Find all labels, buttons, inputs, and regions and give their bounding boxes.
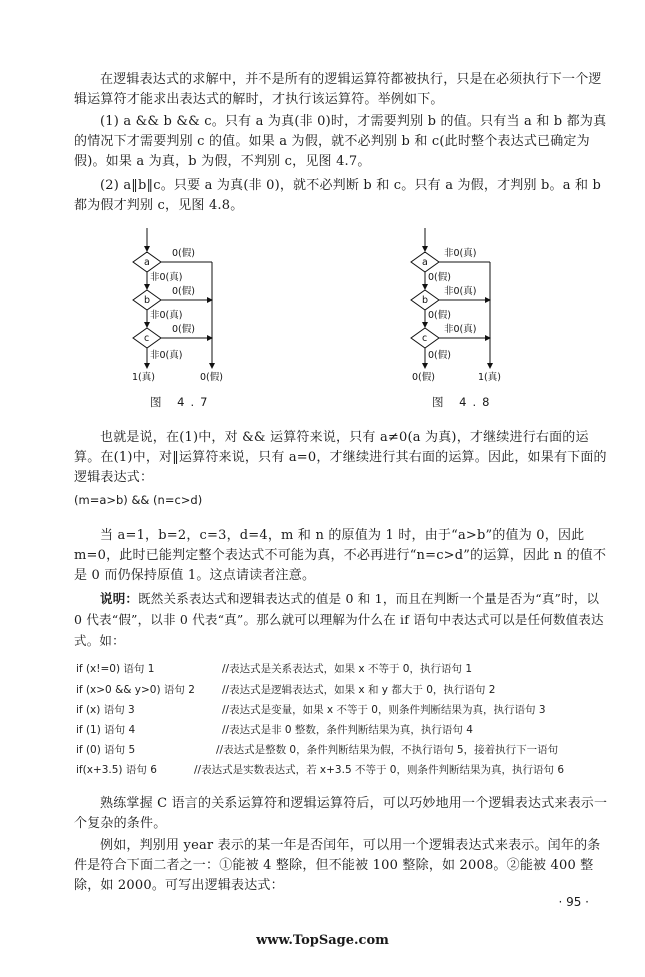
code-comment: //表达式是实数表达式，若 x+3.5 不等于 0，则条件判断结果为真，执行语句 6: [194, 764, 564, 776]
note-lead: 说明：: [100, 591, 139, 606]
a-true-label: 非0(真): [150, 272, 183, 283]
note-paragraph: [74, 588, 608, 651]
code-line: [76, 723, 473, 737]
paragraph-leap-year: 例如，判别用 year 表示的某一年是否闰年，可以用一个逻辑表达式来表示。闰年的条件是符合下面二者之一：①能被 4 整除，但不能被 100 整除，如 2008。②能被 400 整除，如 2000。可写出逻辑表达式：: [74, 838, 601, 893]
code-statement: if (x) 语句 3: [76, 704, 135, 716]
a-true-label: 非0(真): [444, 248, 477, 259]
paragraph-mastery: 熟练掌握 C 语言的关系运算符和逻辑运算符后，可以巧妙地用一个逻辑表达式来表示一个复杂的条件。: [74, 796, 608, 831]
figure-4-8-caption: 图 4.8: [432, 395, 496, 409]
paragraph-intro: 在逻辑表达式的求解中，并不是所有的逻辑运算符都被执行，只是在必须执行下一个逻辑运算符才能求出表达式的解时，才执行该运算符。举例如下。: [74, 72, 602, 107]
b-true-label: 非0(真): [150, 310, 183, 321]
code-statement: if (1) 语句 4: [76, 724, 136, 736]
code-comment: //表达式是非 0 整数，条件判断结果为真，执行语句 4: [222, 724, 473, 736]
a-false-label: 0(假): [172, 248, 195, 259]
b-true-label: 非0(真): [444, 286, 477, 297]
node-a-label: a: [422, 257, 428, 268]
code-statement: if (x!=0) 语句 1: [76, 663, 155, 675]
note-body: 既然关系表达式和逻辑表达式的值是 0 和 1，而且在判断一个量是否为“真”时，以 0 代表“假”，以非 0 代表“真”。那么就可以理解为什么在 if 语句中表达式可以是任何数值表达式。如：: [74, 591, 604, 648]
code-line: [76, 683, 496, 697]
paragraph-example-values: 当 a=1，b=2，c=3，d=4，m 和 n 的原值为 1 时，由于“a>b”的值为 0，因此 m=0，此时已能判定整个表达式不可能为真，不必再进行“n=c>d”的运算，因此 n 的值不是 0 而仍保持原值 1。这点请读者注意。: [74, 528, 607, 583]
code-line: [76, 763, 564, 777]
node-a-label: a: [144, 257, 150, 268]
figure-4-7: [110, 226, 260, 386]
c-false-label: 0(假): [172, 324, 195, 335]
site-watermark: www.TopSage.com: [256, 933, 389, 948]
fig48-output-true: 1(真): [478, 372, 501, 383]
c-true-label: 非0(真): [444, 324, 477, 335]
node-c-label: c: [422, 333, 428, 344]
paragraph-summary: 也就是说，在(1)中，对 && 运算符来说，只有 a≠0(a 为真)，才继续进行右面的运算。在(1)中，对‖运算符来说，只有 a=0，才继续进行其右面的运算。因此，如果有下面的逻辑表达式：: [74, 430, 607, 485]
figure-4-8: [398, 226, 548, 386]
node-c-label: c: [144, 333, 150, 344]
code-comment: //表达式是整数 0，条件判断结果为假，不执行语句 5，接着执行下一语句: [216, 744, 559, 756]
figure-4-7-caption: 图 4.7: [150, 395, 214, 409]
node-b-label: b: [144, 295, 151, 306]
page-number: · 95 ·: [558, 895, 589, 909]
code-statement: if (x>0 && y>0) 语句 2: [76, 684, 195, 696]
c-true-label: 非0(真): [150, 350, 183, 361]
paragraph-and-case: (1) a && b && c。只有 a 为真(非 0)时，才需要判别 b 的值。只有当 a 和 b 都为真的情况下才需要判别 c 的值。如果 a 为假，就不必判别 b 和 c(此时整个表达式已确定为假)。如果 a 为真，b 为假，不判别 c，见图 4.7。: [74, 114, 607, 169]
node-b-label: b: [422, 295, 429, 306]
c-false-label: 0(假): [428, 350, 451, 361]
code-statement: if(x+3.5) 语句 6: [76, 764, 157, 776]
code-statement: if (0) 语句 5: [76, 744, 136, 756]
fig47-output-false: 0(假): [200, 372, 223, 383]
paragraph-or-case: (2) a‖b‖c。只要 a 为真(非 0)，就不必判断 b 和 c。只有 a 为假，才判别 b。a 和 b 都为假才判别 c，见图 4.8。: [74, 178, 602, 213]
code-line: [76, 743, 559, 757]
b-false-label: 0(假): [172, 286, 195, 297]
a-false-label: 0(假): [428, 272, 451, 283]
logical-expression: (m=a>b) && (n=c>d): [74, 493, 203, 507]
code-comment: //表达式是变量，如果 x 不等于 0，则条件判断结果为真，执行语句 3: [222, 704, 546, 716]
code-line: [76, 703, 546, 717]
code-line: [76, 662, 472, 676]
code-comment: //表达式是逻辑表达式，如果 x 和 y 都大于 0，执行语句 2: [222, 684, 496, 696]
code-comment: //表达式是关系表达式，如果 x 不等于 0，执行语句 1: [222, 663, 472, 675]
fig48-output-false: 0(假): [412, 372, 435, 383]
fig47-output-true: 1(真): [132, 372, 155, 383]
b-false-label: 0(假): [428, 310, 451, 321]
